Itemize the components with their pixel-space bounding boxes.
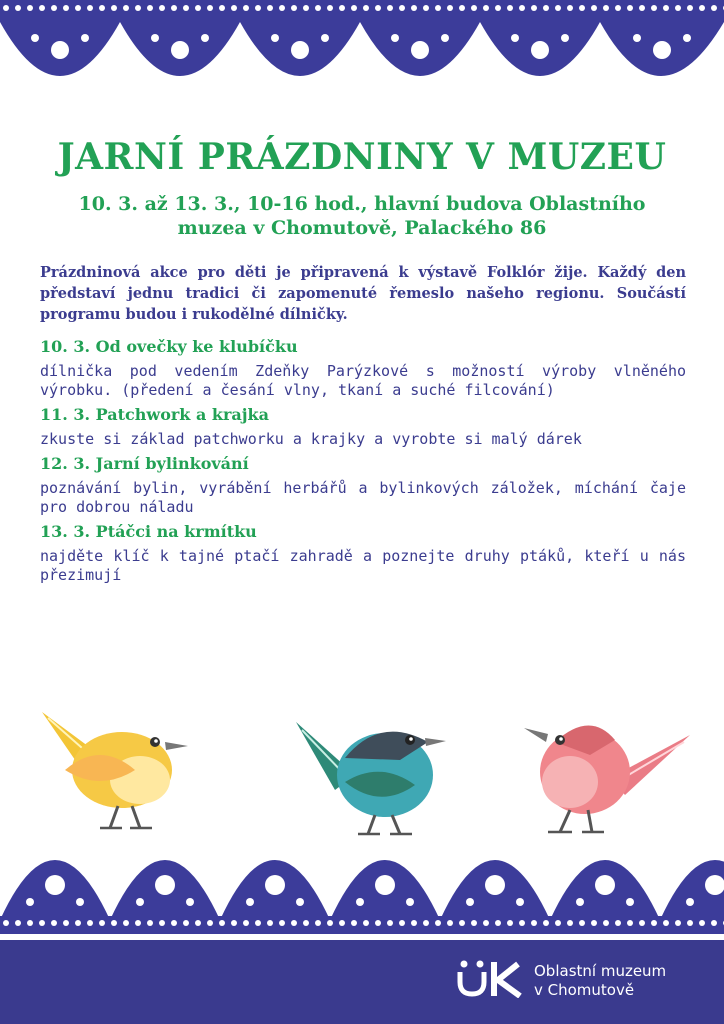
lace-border-top — [0, 0, 724, 125]
museum-logo-text — [534, 962, 666, 1000]
program-item-description: zkuste si základ patchworku a krajky a vyrobte si malý dárek — [40, 430, 582, 448]
poster-title: JARNÍ PRÁZDNINY V MUZEU — [57, 136, 667, 178]
teal-bird-icon — [296, 722, 446, 834]
museum-logo-icon — [456, 958, 526, 998]
program-item-heading: 12. 3. Jarní bylinkování — [40, 454, 249, 473]
event-details-line-1: 10. 3. až 13. 3., 10-16 hod., hlavní budova Oblastního — [78, 193, 646, 215]
program-item-heading: 10. 3. Od ovečky ke klubíčku — [40, 337, 298, 356]
event-details — [40, 192, 684, 240]
intro-paragraph: Prázdninová akce pro děti je připravená k výstavě Folklór žije. Každý den představí jednu tradici či zapomenuté řemeslo našeho regionu. Součástí programu budou i rukodělné dílničky. — [40, 264, 686, 323]
yellow-bird-icon — [42, 712, 188, 828]
birds-illustration — [0, 700, 724, 845]
pink-bird-icon — [524, 725, 690, 832]
footer-bar — [0, 940, 724, 1024]
program-item-description: dílnička pod vedením Zdeňky Parýzkové s možností výroby vlněného výrobku. (předení a česání vlny, tkaní a suché filcování) — [40, 362, 686, 399]
logo-line-1: Oblastní muzeum — [534, 962, 667, 980]
logo-line-2: v Chomutově — [534, 981, 635, 999]
program-item-heading: 11. 3. Patchwork a krajka — [40, 405, 270, 424]
event-details-line-2: muzea v Chomutově, Palackého 86 — [177, 217, 547, 239]
program-item-description: najděte klíč k tajné ptačí zahradě a poznejte druhy ptáků, kteří u nás přezimují — [40, 547, 686, 584]
program-item-description: poznávání bylin, vyrábění herbářů a bylinkových záložek, míchání čaje pro dobrou náladu — [40, 479, 686, 516]
program-item-heading: 13. 3. Ptáčci na krmítku — [40, 522, 257, 541]
program-list — [40, 336, 686, 589]
